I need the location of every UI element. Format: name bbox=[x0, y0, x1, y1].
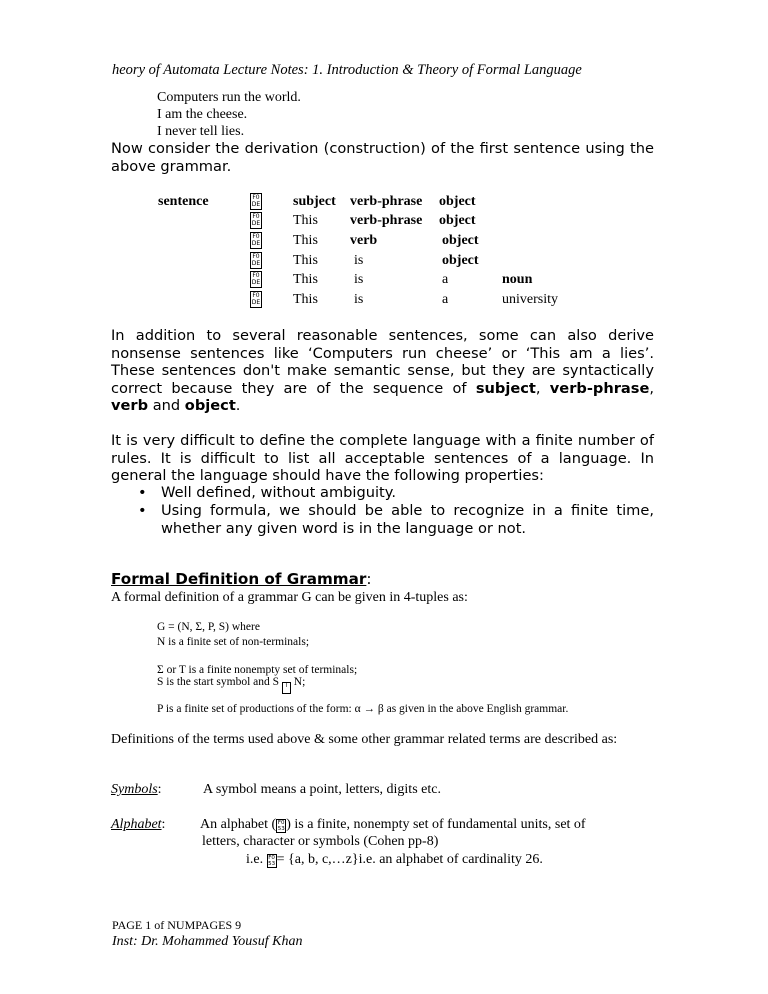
arrow-symbol-icon: F0 DE bbox=[251, 233, 261, 247]
derivation-table bbox=[0, 194, 768, 314]
grammar-start-symbol bbox=[157, 676, 305, 694]
derivation-cell: This bbox=[293, 213, 318, 228]
element-of-icon: Î bbox=[282, 682, 291, 694]
term-verb: verb bbox=[111, 397, 149, 415]
symbols-term bbox=[111, 782, 162, 798]
term-verb-phrase: verb-phrase bbox=[549, 379, 650, 397]
derivation-cell: This bbox=[293, 233, 318, 248]
derivation-cell: object bbox=[442, 233, 479, 248]
bullet-item-1: Well defined, without ambiguity. bbox=[161, 484, 396, 501]
arrow-symbol-icon: F0 DE bbox=[251, 194, 261, 208]
separator: , bbox=[649, 379, 654, 397]
symbols-term-text: Symbols bbox=[111, 782, 158, 797]
alphabet-term bbox=[111, 817, 165, 833]
derivation-cell: verb-phrase bbox=[350, 194, 423, 209]
derivation-start-symbol: sentence bbox=[158, 194, 209, 209]
arrow-symbol-icon: F0 DE bbox=[251, 272, 261, 286]
bullet-icon: • bbox=[138, 484, 147, 501]
sigma-symbol-icon: F0 53 bbox=[277, 820, 285, 832]
grammar-start-text: S is the start symbol and S bbox=[157, 676, 282, 688]
derivation-cell: subject bbox=[293, 194, 336, 209]
sigma-symbol-icon: F0 53 bbox=[268, 855, 276, 867]
running-header: heory of Automata Lecture Notes: 1. Introduction & Theory of Formal Language bbox=[112, 62, 582, 78]
derivation-cell: is bbox=[354, 253, 364, 268]
example-sentence-1: Computers run the world. bbox=[157, 90, 301, 105]
alphabet-term-text: Alphabet bbox=[111, 817, 162, 832]
grammar-start-text-end: N; bbox=[290, 676, 306, 688]
alphabet-example-text: i.e. bbox=[246, 852, 267, 867]
derivation-intro: Now consider the derivation (construction) of the first sentence using the above grammar. bbox=[111, 140, 654, 175]
alphabet-definition bbox=[200, 817, 586, 833]
derivation-cell: noun bbox=[502, 272, 533, 287]
section-heading bbox=[111, 570, 371, 588]
page-number-field: PAGE 1 of NUMPAGES 9 bbox=[112, 918, 242, 932]
derivation-cell: This bbox=[293, 253, 318, 268]
separator: , bbox=[535, 379, 550, 397]
period: . bbox=[235, 397, 241, 415]
derivation-cell: a bbox=[442, 272, 449, 287]
example-sentence-2: I am the cheese. bbox=[157, 107, 248, 122]
alphabet-example bbox=[246, 852, 543, 868]
grammar-tuple: G = (N, Σ, P, S) where bbox=[157, 621, 260, 633]
alphabet-example-text-end: = {a, b, c,…z}i.e. an alphabet of cardinality 26. bbox=[276, 852, 543, 867]
alphabet-def-text-end: ) is a finite, nonempty set of fundamental units, set of bbox=[286, 817, 586, 832]
derivation-cell: object bbox=[439, 213, 476, 228]
bullet-icon: • bbox=[138, 502, 147, 519]
arrow-symbol-icon: F0 DE bbox=[251, 213, 261, 227]
alphabet-definition-line2: letters, character or symbols (Cohen pp-8) bbox=[202, 834, 439, 849]
bullet-item-2: Using formula, we should be able to recognize in a finite time, whether any given word is in the language or not. bbox=[161, 502, 654, 537]
derivation-cell: This bbox=[293, 292, 318, 307]
symbols-colon: : bbox=[157, 782, 162, 797]
term-object: object bbox=[184, 397, 236, 415]
section-heading-text: Formal Definition of Grammar bbox=[111, 570, 367, 588]
derivation-cell: verb-phrase bbox=[350, 213, 423, 228]
derivation-cell: university bbox=[502, 292, 558, 307]
alphabet-colon: : bbox=[161, 817, 166, 832]
formal-intro: A formal definition of a grammar G can be given in 4-tuples as: bbox=[111, 590, 468, 605]
section-heading-colon: : bbox=[366, 570, 372, 588]
grammar-productions: P is a finite set of productions of the form: α → β as given in the above English grammar. bbox=[157, 703, 569, 715]
separator: and bbox=[148, 397, 185, 415]
derivation-cell: is bbox=[354, 272, 364, 287]
derivation-cell: verb bbox=[350, 233, 378, 248]
arrow-symbol-icon: F0 DE bbox=[251, 292, 261, 306]
syntax-paragraph-text: In addition to several reasonable sentences, some can also derive nonsense sentences like ‘Computers run cheese’ or ‘This am a lies’. These sentences don't make semantic sense, but they are syntactically correct because they are of the sequence of bbox=[111, 327, 654, 397]
derivation-cell: object bbox=[439, 194, 476, 209]
grammar-terminals: Σ or T is a finite nonempty set of terminals; bbox=[157, 664, 358, 676]
properties-paragraph: It is very difficult to define the complete language with a finite number of rules. It is difficult to list all acceptable sentences of a language. In general the language should have the following properties: bbox=[111, 432, 654, 485]
grammar-nonterminals: N is a finite set of non-terminals; bbox=[157, 636, 310, 648]
derivation-cell: object bbox=[442, 253, 479, 268]
arrow-symbol-icon: F0 DE bbox=[251, 253, 261, 267]
example-sentence-3: I never tell lies. bbox=[157, 124, 245, 139]
alphabet-def-text: An alphabet ( bbox=[200, 817, 277, 832]
instructor-name: Inst: Dr. Mohammed Yousuf Khan bbox=[112, 934, 303, 949]
derivation-cell: is bbox=[354, 292, 364, 307]
symbols-definition: A symbol means a point, letters, digits etc. bbox=[203, 782, 441, 797]
derivation-cell: This bbox=[293, 272, 318, 287]
syntax-paragraph bbox=[111, 327, 654, 415]
derivation-cell: a bbox=[442, 292, 449, 307]
definitions-intro: Definitions of the terms used above & some other grammar related terms are described as: bbox=[111, 732, 618, 747]
term-subject: subject bbox=[475, 379, 536, 397]
